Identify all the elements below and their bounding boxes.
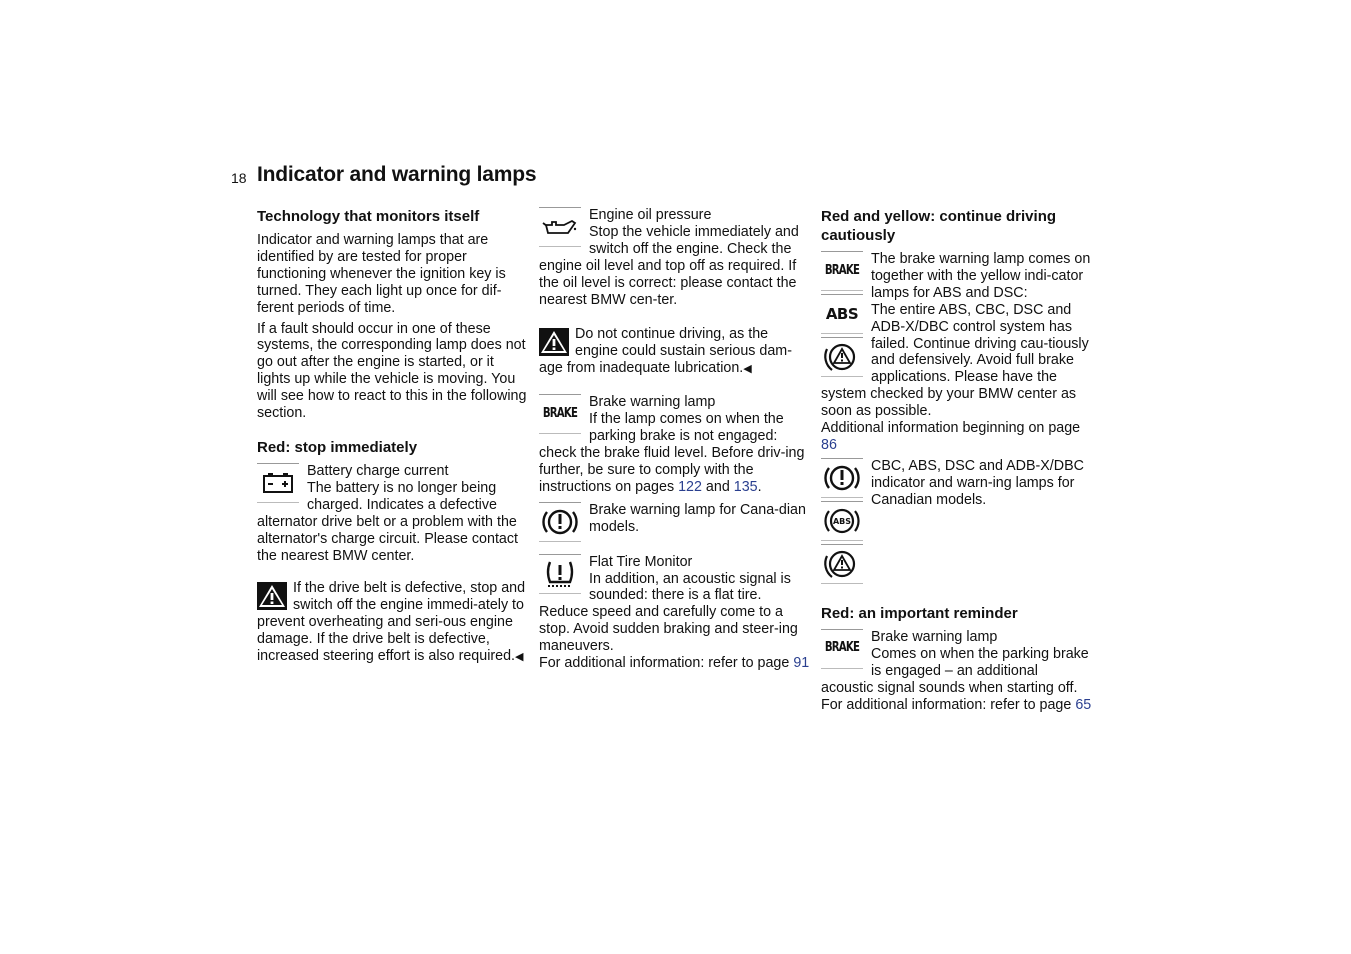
brake-lamp-text: If the lamp comes on when the parking brake is not engaged: check the brake fluid level. Before driv-ing further, be sure to comply with the instructions on pages 122 and 135.: [539, 411, 805, 495]
paragraph-self-monitoring: Indicator and warning lamps that are identified by are tested for proper functioning whenever the ignition key is turned. They each light up once for dif-ferent periods of time.: [257, 232, 506, 316]
brake-exclamation-icon: [539, 502, 581, 542]
page-number: 18: [231, 170, 247, 186]
icon-stack-1: [821, 251, 863, 377]
oil-can-icon: [539, 207, 581, 247]
red-yellow-text-2: The entire ABS, CBC, DSC and ADB-X/DBC control system has failed. Continue driving cau-tiously and defensively. Avoid full brake applications. Please have the system checked by your BMW center as soon as possible.: [821, 301, 1089, 420]
column-2: [539, 207, 811, 672]
section-heading-red-stop: Red: stop immediately: [257, 438, 418, 456]
brake-icon: BRAKE: [821, 251, 863, 291]
abs-small-label: ABS: [832, 516, 852, 526]
flat-tire-title: Flat Tire Monitor: [589, 553, 693, 570]
end-marker-icon: ◀: [515, 651, 524, 664]
column-3: [821, 207, 1093, 713]
page-link-91[interactable]: 91: [793, 655, 810, 672]
page-link-86[interactable]: 86: [821, 436, 837, 453]
red-yellow-text-1: The brake warning lamp comes on together with the yellow indi-cator lamps for ABS and DSC:: [871, 251, 1091, 301]
oil-pressure-title: Engine oil pressure: [589, 207, 712, 223]
end-marker-icon: ◀: [743, 363, 752, 376]
battery-title: Battery charge current: [307, 462, 449, 479]
flat-tire-icon: [539, 554, 581, 594]
canada-brake-text: Brake warning lamp for Cana-dian models.: [589, 501, 806, 535]
dsc-warning-icon: [821, 544, 863, 584]
icon-stack-2: [821, 458, 863, 584]
drive-belt-warning: If the drive belt is defective, stop and switch off the engine immedi-ately to prevent overheating and seri-ous engine damage. If the drive belt is defective, increased steering effort is also required.◀: [257, 580, 526, 665]
battery-icon: [257, 463, 299, 503]
section-heading-self-monitoring: Technology that monitors itself: [257, 208, 480, 225]
column-1: [257, 207, 527, 666]
section-heading-reminder: Red: an important reminder: [821, 604, 1018, 622]
battery-text: The battery is no longer being charged. Indicates a defective alternator drive belt or a problem with the alternator's charge circuit. Please contact the nearest BMW center.: [257, 479, 518, 564]
page-link-122[interactable]: 122: [678, 478, 702, 495]
reminder-brake-text: Comes on when the parking brake is engaged – an additional acoustic signal sounds when starting off. For additional information: refer to page 65: [821, 645, 1092, 713]
flat-tire-info: For additional information: refer to page 91: [539, 655, 810, 672]
oil-pressure-text: Stop the vehicle immediately and switch off the engine. Check the engine oil level and top off as required. If the oil level is correct: please contact the nearest BMW cen-ter.: [539, 223, 799, 308]
brake-icon: BRAKE: [539, 394, 581, 434]
section-heading-red-yellow: Red and yellow: continue driving cautiously: [821, 208, 1057, 244]
abs-icon: ABS: [821, 294, 863, 334]
warning-triangle-icon: [539, 328, 569, 358]
page-link-135[interactable]: 135: [733, 478, 758, 495]
abs-circle-icon: [821, 501, 863, 541]
warning-triangle-icon: [257, 582, 287, 612]
page-link-65[interactable]: 65: [1075, 696, 1092, 713]
brake-icon: BRAKE: [821, 629, 863, 669]
red-yellow-info: Additional information beginning on page 86: [821, 420, 1081, 453]
page-title: Indicator and warning lamps: [257, 163, 537, 186]
brake-lamp-title: Brake warning lamp: [589, 394, 716, 411]
reminder-brake-title: Brake warning lamp: [871, 628, 998, 645]
oil-warning: Do not continue driving, as the engine could sustain serious dam-age from inadequate lubrication.◀: [539, 326, 792, 377]
dsc-warning-icon: [821, 337, 863, 377]
flat-tire-text: In addition, an acoustic signal is sounded: there is a flat tire. Reduce speed and carefully come to a stop. Avoid sudden braking and steer-ing maneuvers.: [539, 570, 798, 655]
brake-exclamation-icon: [821, 458, 863, 498]
paragraph-fault: If a fault should occur in one of these systems, the corresponding lamp does not go out after the engine is started, or it lights up while the vehicle is moving. You will see how to react to this in the following section.: [257, 320, 527, 422]
canada-indicators-text: CBC, ABS, DSC and ADB-X/DBC indicator and warn-ing lamps for Canadian models.: [871, 457, 1084, 508]
